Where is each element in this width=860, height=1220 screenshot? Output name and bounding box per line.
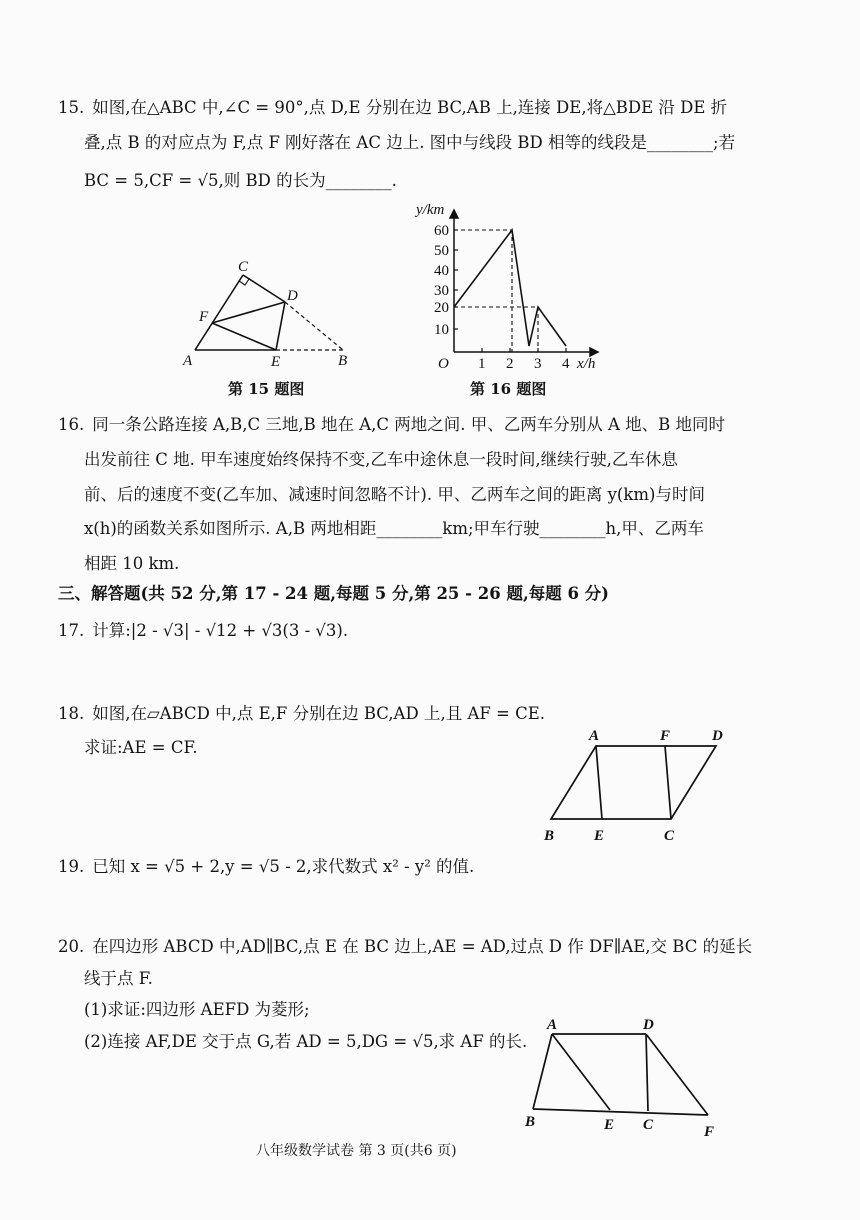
- label-A: A: [547, 1017, 558, 1033]
- q16-line3: 前、后的速度不变(乙车加、减速时间忽略不计). 甲、乙两车之间的距离 y(km)与时间: [84, 485, 705, 504]
- q17-line: 17. 计算:|2 - √3| - √12 + √3(3 - √3).: [58, 621, 349, 640]
- q16-caption: 第 16 题图: [470, 380, 547, 398]
- label-B: B: [338, 353, 348, 369]
- label-A: A: [589, 728, 600, 744]
- segment-DE: [276, 302, 285, 350]
- q19-line: 19. 已知 x = √5 + 2,y = √5 - 2,求代数式 x² - y² 的值.: [58, 857, 475, 876]
- label-D: D: [643, 1017, 654, 1033]
- parallelogram-ABCD: [551, 746, 716, 819]
- q15-caption: 第 15 题图: [228, 380, 305, 398]
- label-B: B: [525, 1114, 536, 1130]
- q16-line5: 相距 10 km.: [84, 554, 180, 573]
- label-E: E: [604, 1117, 615, 1133]
- q20-line2: 线于点 F.: [84, 969, 153, 988]
- label-E: E: [271, 354, 281, 370]
- q18-line1: 18. 如图,在▱ABCD 中,点 E,F 分别在边 BC,AD 上,且 AF = CE.: [58, 704, 546, 723]
- label-F: F: [704, 1124, 715, 1140]
- x-axis-label: x/h: [577, 356, 596, 370]
- label-D: D: [712, 728, 723, 744]
- label-F: F: [199, 309, 209, 325]
- label-D: D: [287, 288, 298, 304]
- q17-number: 17.: [58, 621, 85, 640]
- q20-part2: (2)连接 AF,DE 交于点 G,若 AD = 5,DG = √5,求 AF 的长.: [84, 1032, 528, 1051]
- y-tick-50: 50: [434, 243, 449, 259]
- q19-number: 19.: [58, 857, 85, 876]
- segment-AB: [533, 1034, 552, 1109]
- x-tick-2: 2: [506, 356, 514, 370]
- segment-DF: [646, 1034, 708, 1115]
- q20-figure: [518, 1012, 728, 1142]
- q16-number: 16.: [58, 415, 85, 434]
- q20-number: 20.: [58, 937, 85, 956]
- label-B: B: [544, 828, 555, 844]
- x-tick-4: 4: [562, 356, 570, 370]
- y-tick-60: 60: [434, 223, 449, 239]
- q20-line1: 20. 在四边形 ABCD 中,AD∥BC,点 E 在 BC 边上,AE = AD,过点 D 作 DF∥AE,交 BC 的延长: [58, 937, 753, 956]
- segment-AE: [552, 1034, 610, 1110]
- q15-line3: BC = 5,CF = √5,则 BD 的长为________.: [84, 171, 397, 190]
- dashed-DB: [285, 302, 343, 350]
- q15-number: 15.: [58, 98, 85, 117]
- x-tick-3: 3: [534, 356, 542, 370]
- label-F: F: [660, 728, 671, 744]
- y-tick-30: 30: [434, 283, 449, 299]
- page-footer: 八年级数学试卷 第 3 页(共6 页): [256, 1143, 457, 1159]
- y-tick-20: 20: [434, 300, 449, 316]
- segment-BF: [533, 1109, 708, 1115]
- label-C: C: [238, 259, 249, 275]
- segment-CF: [665, 746, 671, 819]
- q18-line2: 求证:AE = CF.: [84, 738, 198, 757]
- x-axis-arrow: [590, 348, 598, 356]
- label-E: E: [594, 828, 605, 844]
- q15-line2: 叠,点 B 的对应点为 F,点 F 刚好落在 AC 边上. 图中与线段 BD 相等的线段是________;若: [84, 133, 736, 152]
- label-A: A: [183, 353, 193, 369]
- x-tick-1: 1: [478, 356, 486, 370]
- section3-title: 三、解答题(共 52 分,第 17 - 24 题,每题 5 分,第 25 - 26 题,每题 6 分): [58, 584, 609, 603]
- label-C: C: [664, 828, 675, 844]
- q18-figure: [538, 722, 738, 847]
- y-axis-label: y/km: [416, 202, 445, 218]
- y-tick-40: 40: [434, 263, 449, 279]
- q15-line1: 15. 如图,在△ABC 中,∠C = 90°,点 D,E 分别在边 BC,AB 上,连接 DE,将△BDE 沿 DE 折: [58, 98, 728, 117]
- q16-line4: x(h)的函数关系如图所示. A,B 两地相距________km;甲车行驶________h,甲、乙两车: [84, 519, 704, 538]
- q15-figure: [175, 255, 360, 370]
- segment-DC: [646, 1034, 648, 1111]
- q18-number: 18.: [58, 704, 85, 723]
- distance-graph-line: [454, 230, 566, 346]
- label-C: C: [643, 1117, 654, 1133]
- q16-line2: 出发前往 C 地. 甲车速度始终保持不变,乙车中途休息一段时间,继续行驶,乙车休息: [84, 450, 678, 469]
- segment-AE: [596, 746, 602, 819]
- q16-graph: [412, 200, 612, 370]
- segment-FE: [212, 323, 276, 350]
- q16-line1: 16. 同一条公路连接 A,B,C 三地,B 地在 A,C 两地之间. 甲、乙两车分别从 A 地、B 地同时: [58, 415, 726, 434]
- y-tick-10: 10: [434, 322, 449, 338]
- origin-label: O: [438, 356, 449, 370]
- y-axis-arrow: [450, 210, 458, 218]
- q20-part1: (1)求证:四边形 AEFD 为菱形;: [84, 1000, 310, 1019]
